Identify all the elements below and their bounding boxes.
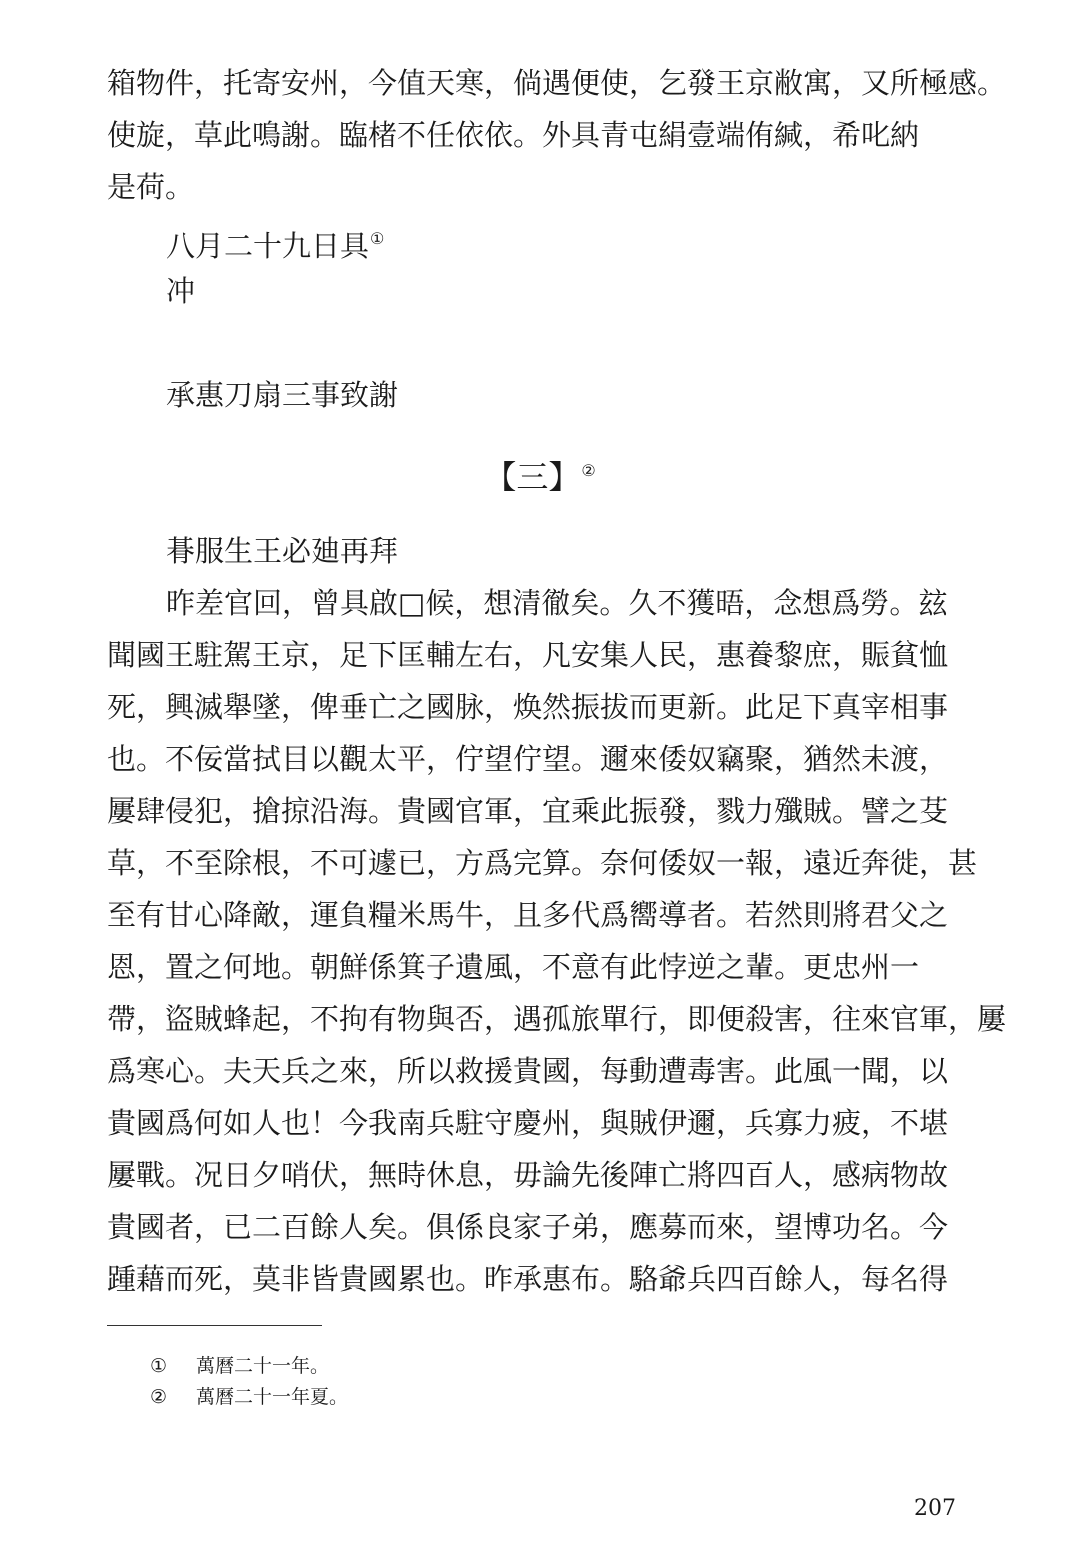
letter-date-text: 八月二十九日具 [166,229,370,263]
text-line: 屢戰。况日夕哨伏，無時休息，毋論先後陣亡將四百人，感病物故 [107,1158,949,1192]
text-line: 踵藉而死，莫非皆貴國累也。昨承惠布。駱爺兵四百餘人，每名得 [107,1262,949,1296]
footnote-text: 萬曆二十一年夏。 [196,1386,349,1408]
text-line: 也。不佞當拭目以觀太平，佇望佇望。邇來倭奴竊聚，猶然未渡， [107,742,949,776]
footnote [150,1354,329,1378]
text-line: 昨差官回，曾具啟□候，想清徹矣。久不獲晤，念想爲勞。玆 [166,586,948,620]
footnote-ref: ① [370,229,385,248]
section-title-text: 【三】 [484,458,581,496]
footnote-ref: ② [581,461,596,480]
text-line: 箱物件，托寄安州，今值天寒，倘遇便使，乞發王京敝寓，又所極感。 [107,66,1007,100]
letter-summary: 承惠刀扇三事致謝 [166,378,399,412]
footnote [150,1385,348,1409]
letter-date [0,222,1080,263]
text-line: 帶，盜賊蜂起，不拘有物與否，遇孤旅單行，即便殺害，往來官軍，屢 [107,1002,1007,1036]
text-line: 死，興滅舉墜，俾垂亡之國脉，焕然振拔而更新。此足下真宰相事 [107,690,949,724]
text-line: 至有甘心降敵，運負糧米馬牛，且多代爲嚮導者。若然則將君父之 [107,898,949,932]
text-line: 屢肆侵犯，搶掠沿海。貴國官軍，宜乘此振發，戮力殲賊。譬之芟 [107,794,949,828]
footnote-text: 萬曆二十一年。 [196,1355,330,1377]
letter-signature: 冲 [166,274,196,308]
letter-salutation: 朞服生王必廸再拜 [166,534,399,568]
text-line: 爲寒心。夫天兵之來，所以救援貴國，每動遭毒害。此風一聞，以 [107,1054,949,1088]
section-title [0,454,1080,494]
footnote-mark: ① [150,1355,168,1377]
footnote-mark: ② [150,1386,168,1408]
text-line: 貴國爲何如人也！今我南兵駐守慶州，與賊伊邇，兵寡力疲，不堪 [107,1106,949,1140]
text-line: 恩，置之何地。朝鮮係箕子遺風，不意有此悖逆之輩。更忠州一 [107,950,920,984]
page-number: 207 [914,1496,956,1521]
footnote-divider [107,1325,322,1326]
text-line: 使旋，草此鳴謝。臨楮不任依依。外具青屯絹壹端侑緘，希叱納 [107,118,920,152]
text-line: 是荷。 [107,170,195,204]
text-line: 貴國者，已二百餘人矣。俱係良家子弟，應募而來，望博功名。今 [107,1210,949,1244]
text-line: 聞國王駐駕王京，足下匡輔左右，凡安集人民，惠養黎庶，賑貧恤 [107,638,949,672]
text-line: 草，不至除根，不可遽已，方爲完算。奈何倭奴一報，遠近奔徙，甚 [107,846,978,880]
